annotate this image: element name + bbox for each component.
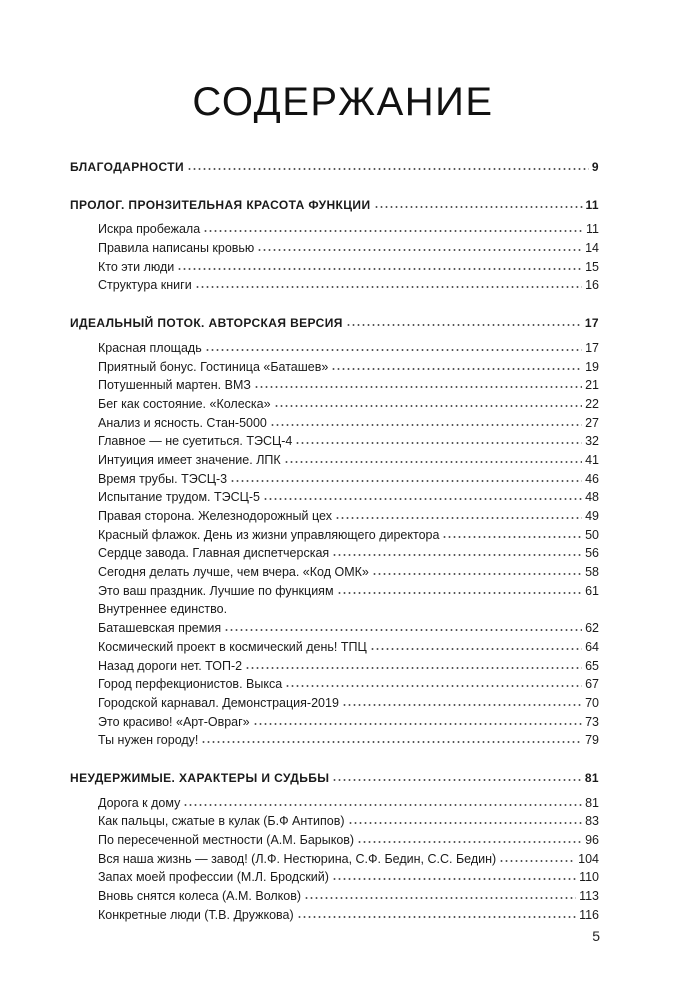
toc-entry-label: Вновь снятся колеса (А.М. Волков) (98, 889, 302, 904)
toc-page-number: 14 (585, 241, 599, 256)
toc-entry[interactable] (70, 638, 599, 657)
toc-entry[interactable] (70, 794, 599, 813)
toc-entry[interactable] (70, 451, 599, 470)
dot-leader (195, 285, 582, 289)
dot-leader (274, 404, 583, 408)
toc-entry[interactable] (70, 258, 599, 277)
toc-section (70, 158, 599, 177)
dot-leader (285, 684, 582, 688)
toc-page-number: 81 (584, 770, 599, 785)
dot-leader (257, 248, 582, 252)
toc-page-number: 104 (578, 851, 599, 866)
toc-entry[interactable] (70, 831, 599, 850)
toc-page-number: 67 (585, 677, 599, 692)
toc-entry-label: Ты нужен городу! (98, 733, 199, 748)
toc-entry[interactable] (70, 544, 599, 563)
toc-page-number: 61 (585, 583, 599, 598)
toc-entry-label: БЛАГОДАРНОСТИ (70, 160, 184, 174)
dot-leader (201, 740, 582, 744)
toc-entry[interactable] (70, 526, 599, 545)
toc-page-number: 113 (579, 889, 599, 904)
toc-entry[interactable] (70, 600, 599, 619)
dot-leader (230, 479, 582, 483)
toc-page-number: 110 (579, 870, 599, 885)
toc-entry[interactable] (70, 850, 599, 869)
toc-page-number: 49 (585, 509, 599, 523)
page-number: 5 (592, 928, 600, 944)
toc-page-number: 73 (585, 714, 599, 729)
toc-page-number: 17 (585, 340, 599, 355)
toc-entry-label: Город перфекционистов. Выкса (98, 677, 283, 692)
toc-entry-label: Вся наша жизнь — завод! (Л.Ф. Нестюрина, С.Ф. Бедин, С.С. Бедин) (98, 851, 497, 866)
toc-entry[interactable] (70, 358, 599, 377)
toc-entry-label: ПРОЛОГ. ПРОНЗИТЕЛЬНАЯ КРАСОТА ФУНКЦИИ (70, 197, 371, 212)
toc-entry[interactable] (70, 563, 599, 582)
toc-entry-label: Городской карнавал. Демонстрация-2019 (98, 695, 339, 710)
toc-entry[interactable] (70, 507, 599, 526)
toc-page-number: 65 (585, 658, 599, 673)
toc-entry-label: Главное — не суетиться. ТЭСЦ-4 (98, 434, 293, 449)
toc-entry-label: По пересеченной местности (А.М. Барыков) (98, 833, 355, 847)
toc-page-number: 9 (591, 160, 599, 174)
dot-leader (284, 460, 582, 464)
toc-page-number: 16 (585, 278, 599, 293)
toc-entry[interactable] (70, 220, 599, 239)
dot-leader (224, 628, 582, 632)
toc-entry[interactable] (70, 276, 599, 295)
toc-entry-label: Испытание трудом. ТЭСЦ-5 (98, 490, 260, 505)
dot-leader (295, 441, 582, 445)
toc-entry[interactable] (70, 868, 599, 887)
toc-section (70, 769, 599, 925)
toc-page-number: 116 (579, 907, 599, 922)
toc-entry[interactable] (70, 339, 599, 358)
toc-entry[interactable] (70, 731, 599, 750)
dot-leader (304, 896, 576, 900)
toc-page-number: 64 (585, 639, 599, 654)
toc-entry-label: Время трубы. ТЭСЦ-3 (98, 471, 228, 486)
toc-entry-label: Сегодня делать лучше, чем вчера. «Код ОМК» (98, 565, 369, 580)
toc-entry-label: Дорога к дому (98, 795, 181, 810)
dot-leader (187, 167, 589, 171)
toc-page-number: 17 (584, 316, 599, 331)
dot-leader (337, 591, 583, 595)
toc-section-heading[interactable] (70, 314, 599, 333)
dot-leader (442, 535, 582, 539)
toc-entry[interactable] (70, 239, 599, 258)
toc-entry[interactable] (70, 694, 599, 713)
toc-page-number: 15 (585, 259, 599, 274)
dot-leader (342, 703, 582, 707)
table-of-contents (70, 158, 599, 943)
dot-leader (203, 229, 583, 233)
toc-entry-label: Бег как состояние. «Колеска» (98, 396, 271, 411)
toc-section-heading[interactable] (70, 158, 599, 177)
dot-leader (270, 423, 582, 427)
toc-page-number: 56 (585, 546, 599, 561)
toc-entry[interactable] (70, 619, 599, 638)
toc-entry-label: Внутреннее единство. (98, 602, 228, 617)
toc-entry-label: Искра пробежала (98, 222, 201, 237)
toc-page-number: 19 (585, 359, 599, 374)
toc-entry[interactable] (70, 887, 599, 906)
dot-leader (263, 497, 582, 501)
dot-leader (332, 778, 581, 782)
dot-leader (297, 915, 576, 919)
toc-entry-label: Правила написаны кровью (98, 241, 255, 256)
toc-page-number: 79 (585, 733, 599, 748)
toc-entry[interactable] (70, 488, 599, 507)
toc-entry-label: Космический проект в космический день! ТПЦ (98, 639, 367, 654)
toc-entry-label: Приятный бонус. Гостиница «Баташев» (98, 359, 329, 374)
toc-page-number: 11 (586, 222, 599, 237)
toc-page-number: 48 (585, 490, 599, 505)
toc-entry[interactable] (70, 414, 599, 433)
toc-entry[interactable] (70, 812, 599, 831)
toc-entry-label: Кто эти люди (98, 259, 175, 274)
toc-entry-label: Запах моей профессии (М.Л. Бродский) (98, 870, 329, 885)
toc-entry-label: Конкретные люди (Т.В. Дружкова) (98, 907, 294, 922)
toc-entry[interactable] (70, 470, 599, 489)
toc-entry[interactable] (70, 906, 599, 925)
toc-entry-label: Правая сторона. Железнодорожный цех (98, 509, 332, 523)
toc-page-number: 70 (585, 695, 599, 710)
toc-entry[interactable] (70, 675, 599, 694)
dot-leader (372, 572, 582, 576)
toc-section (70, 314, 599, 750)
toc-entry[interactable] (70, 582, 599, 601)
dot-leader (335, 516, 582, 520)
dot-leader (499, 859, 575, 863)
toc-entry-label: Это ваш праздник. Лучшие по функциям (98, 583, 334, 598)
toc-page-number: 11 (585, 197, 599, 212)
toc-entry-label: Потушенный мартен. ВМЗ (98, 378, 251, 393)
toc-page-number: 32 (585, 434, 599, 449)
toc-entry-label: Назад дороги нет. ТОП-2 (98, 658, 243, 673)
dot-leader (254, 385, 582, 389)
toc-page-number: 22 (585, 396, 599, 411)
toc-entry-label: Сердце завода. Главная диспетчерская (98, 546, 330, 561)
page-title: СОДЕРЖАНИЕ (192, 80, 494, 124)
toc-entry-label: Интуиция имеет значение. ЛПК (98, 452, 281, 467)
toc-entry-label: ИДЕАЛЬНЫЙ ПОТОК. АВТОРСКАЯ ВЕРСИЯ (70, 316, 343, 331)
toc-entry[interactable] (70, 432, 599, 451)
dot-leader (245, 666, 582, 670)
toc-entry[interactable] (70, 376, 599, 395)
toc-entry-label: Красная площадь (98, 340, 202, 355)
dot-leader (332, 553, 582, 557)
toc-entry-label: Красный флажок. День из жизни управляющего директора (98, 527, 440, 542)
toc-page-number: 83 (585, 814, 599, 829)
toc-entry-label: Анализ и ясность. Стан-5000 (98, 415, 267, 430)
toc-entry-label: Баташевская премия (98, 621, 222, 636)
toc-page-number: 96 (585, 833, 599, 847)
toc-page-number: 58 (585, 565, 599, 580)
toc-page-number: 27 (585, 415, 599, 430)
toc-section (70, 196, 599, 295)
toc-entry-label: Структура книги (98, 278, 192, 293)
toc-page-number: 81 (585, 795, 599, 810)
toc-section-heading[interactable] (70, 769, 599, 788)
toc-page-number: 21 (585, 378, 599, 393)
dot-leader (374, 205, 583, 209)
dot-leader (331, 367, 582, 371)
toc-entry-label: Это красиво! «Арт-Овраг» (98, 714, 250, 729)
toc-section-heading[interactable] (70, 196, 599, 215)
toc-entry[interactable] (70, 713, 599, 732)
dot-leader (177, 267, 582, 271)
toc-page-number: 46 (585, 471, 599, 486)
dot-leader (357, 840, 582, 844)
toc-entry-label: Как пальцы, сжатые в кулак (Б.Ф Антипов) (98, 814, 345, 829)
dot-leader (183, 803, 582, 807)
toc-entry-label: НЕУДЕРЖИМЫЕ. ХАРАКТЕРЫ И СУДЬБЫ (70, 770, 330, 785)
dot-leader (346, 323, 582, 327)
toc-entry[interactable] (70, 395, 599, 414)
dot-leader (332, 877, 576, 881)
dot-leader (253, 722, 582, 726)
dot-leader (348, 821, 583, 825)
toc-page-number: 41 (585, 452, 599, 467)
toc-entry[interactable] (70, 657, 599, 676)
dot-leader (370, 647, 582, 651)
dot-leader (205, 348, 582, 352)
toc-page-number: 62 (585, 621, 599, 636)
toc-page-number: 50 (585, 527, 599, 542)
